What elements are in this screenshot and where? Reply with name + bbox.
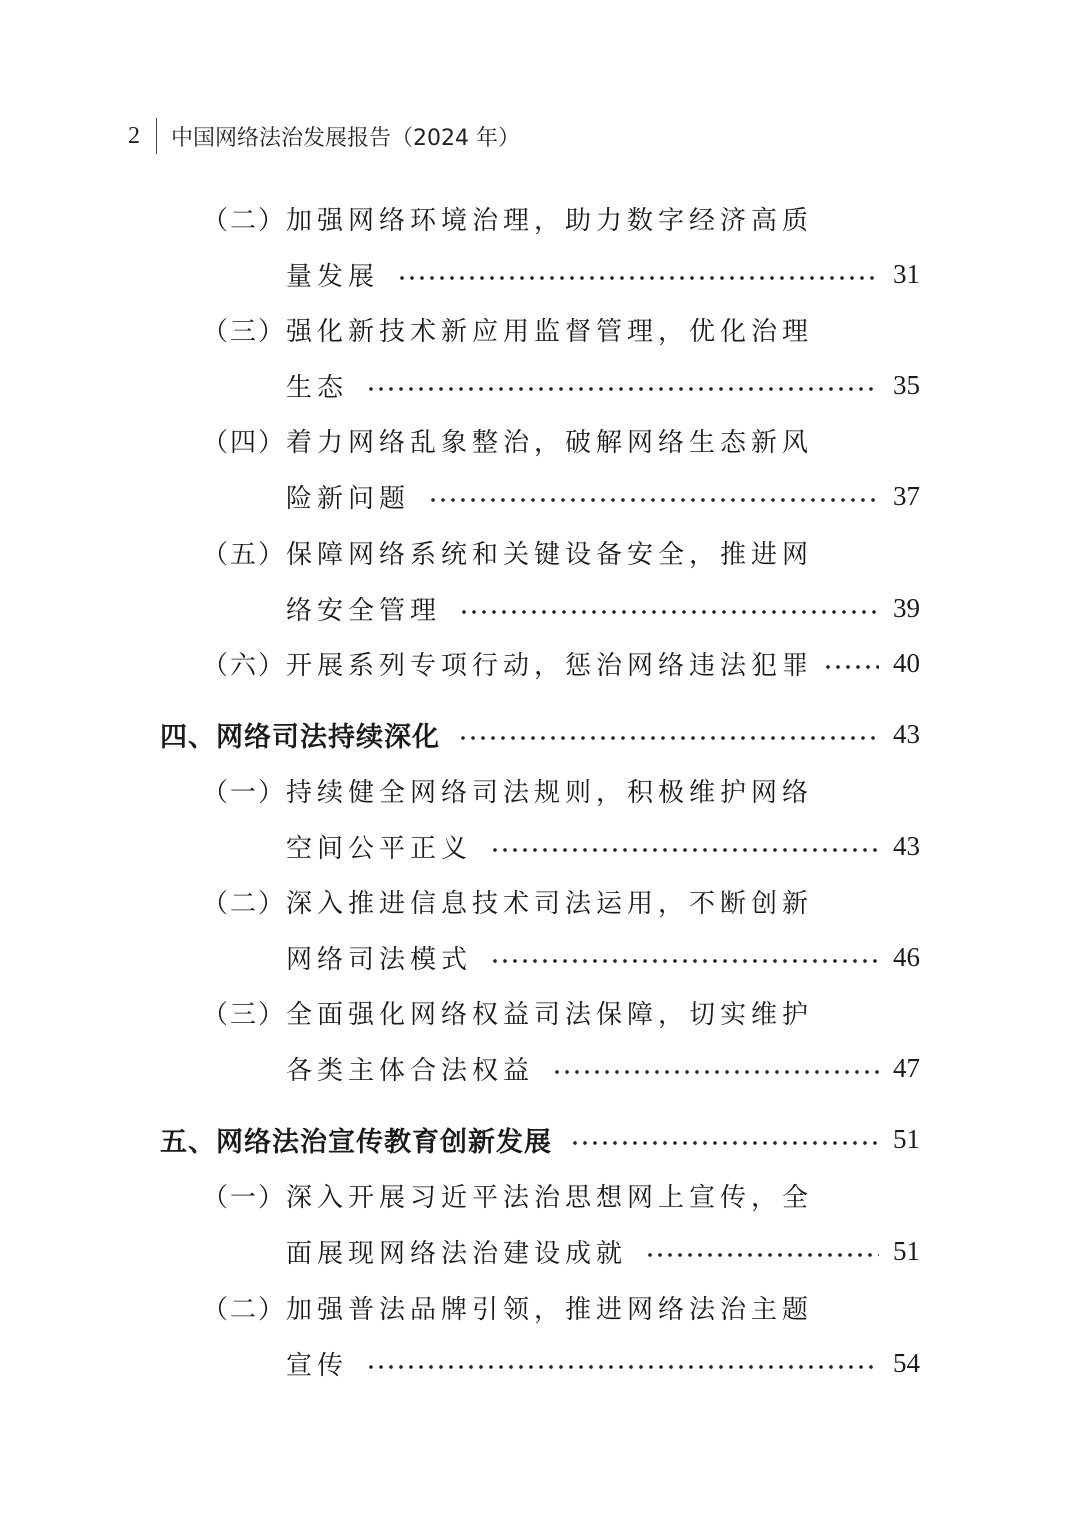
toc-page-number: 43	[893, 830, 920, 861]
toc-entry-title: 强化新技术新应用监督管理，优化治理	[286, 316, 814, 347]
toc-chapter	[160, 711, 920, 757]
toc-entry-number: （四）	[202, 427, 287, 458]
dot-leader	[366, 1365, 879, 1369]
toc-entry-title-cont: 面展现网络法治建设成就	[286, 1238, 628, 1269]
toc-entry-title-cont: 网络司法模式	[286, 944, 473, 975]
toc-entry-title: 深入推进信息技术司法运用，不断创新	[286, 888, 814, 919]
toc-page-number: 39	[893, 592, 920, 623]
dot-leader	[490, 959, 879, 963]
toc-page-number: 31	[893, 258, 920, 289]
toc-page-number: 47	[893, 1052, 920, 1083]
toc-chapter-title: 四、网络司法持续深化	[160, 721, 440, 753]
dot-leader	[458, 736, 879, 740]
toc-entry	[202, 529, 814, 575]
toc-chapter-title: 五、网络法治宣传教育创新发展	[160, 1126, 552, 1158]
toc-entry-number: （二）	[202, 205, 287, 236]
toc-entry	[202, 306, 814, 352]
toc-entry-continuation	[286, 585, 920, 631]
toc-entry-title-cont: 险新问题	[286, 483, 411, 514]
toc-entry	[202, 640, 920, 686]
toc-entry-title-cont: 各类主体合法权益	[286, 1055, 535, 1086]
toc-entry-title: 加强网络环境治理，助力数字经济高质	[286, 205, 814, 236]
dot-leader	[366, 387, 879, 391]
toc-entry-continuation	[286, 823, 920, 869]
toc-entry-title: 加强普法品牌引领，推进网络法治主题	[286, 1294, 814, 1325]
toc-entry-continuation	[286, 934, 920, 980]
toc-entry	[202, 878, 814, 924]
dot-leader	[552, 1070, 879, 1074]
toc-entry	[202, 767, 814, 813]
dot-leader	[459, 610, 879, 614]
toc-entry-number: （二）	[202, 1294, 287, 1325]
toc-entry-title-cont: 络安全管理	[286, 595, 442, 626]
dot-leader	[570, 1141, 879, 1145]
dot-leader	[490, 848, 879, 852]
toc-entry-continuation	[286, 251, 920, 297]
toc-entry	[202, 195, 814, 241]
toc-entry-title: 开展系列专项行动，惩治网络违法犯罪	[286, 650, 814, 681]
toc-page-number: 51	[893, 1235, 920, 1266]
toc-entry-number: （五）	[202, 539, 287, 570]
toc-entry-title: 全面强化网络权益司法保障，切实维护	[286, 999, 814, 1030]
toc-page-number: 35	[893, 369, 920, 400]
toc-entry	[202, 1284, 814, 1330]
toc-page-number: 37	[893, 480, 920, 511]
toc-entry-title: 着力网络乱象整治，破解网络生态新风	[286, 427, 814, 458]
toc-entry-number: （二）	[202, 888, 287, 919]
toc-entry	[202, 989, 814, 1035]
dot-leader	[645, 1253, 879, 1257]
toc-entry-number: （六）	[202, 650, 287, 681]
toc-entry-title-cont: 生态	[286, 372, 349, 403]
dot-leader	[397, 276, 879, 280]
toc-entry	[202, 417, 814, 463]
toc-entry-number: （三）	[202, 316, 287, 347]
header-divider	[156, 118, 157, 154]
dot-leader	[428, 498, 879, 502]
toc-entry-number: （三）	[202, 999, 287, 1030]
running-header	[128, 116, 520, 156]
toc-entry-continuation	[286, 473, 920, 519]
toc-page-number: 43	[893, 718, 920, 749]
toc-entry	[202, 1172, 814, 1218]
toc-chapter	[160, 1116, 920, 1162]
toc-entry-number: （一）	[202, 777, 287, 808]
toc-entry-continuation	[286, 1045, 920, 1091]
book-title: 中国网络法治发展报告（2024 年）	[171, 125, 520, 151]
page-number: 2	[128, 122, 140, 149]
toc-entry-number: （一）	[202, 1182, 287, 1213]
toc-entry-title: 深入开展习近平法治思想网上宣传，全	[286, 1182, 814, 1213]
toc-page-number: 46	[893, 941, 920, 972]
toc-page-number: 40	[893, 647, 920, 678]
toc-entry-continuation	[286, 1340, 920, 1386]
toc-entry-title-cont: 宣传	[286, 1350, 349, 1381]
toc-entry-title-cont: 空间公平正义	[286, 833, 473, 864]
toc-page-number: 54	[893, 1347, 920, 1378]
toc-page-number: 51	[893, 1123, 920, 1154]
dot-leader	[823, 665, 879, 669]
toc-entry-title: 保障网络系统和关键设备安全，推进网	[286, 539, 814, 570]
toc-entry-title-cont: 量发展	[286, 261, 380, 292]
toc-entry-continuation	[286, 1228, 920, 1274]
toc-entry-continuation	[286, 362, 920, 408]
toc-entry-title: 持续健全网络司法规则，积极维护网络	[286, 777, 814, 808]
